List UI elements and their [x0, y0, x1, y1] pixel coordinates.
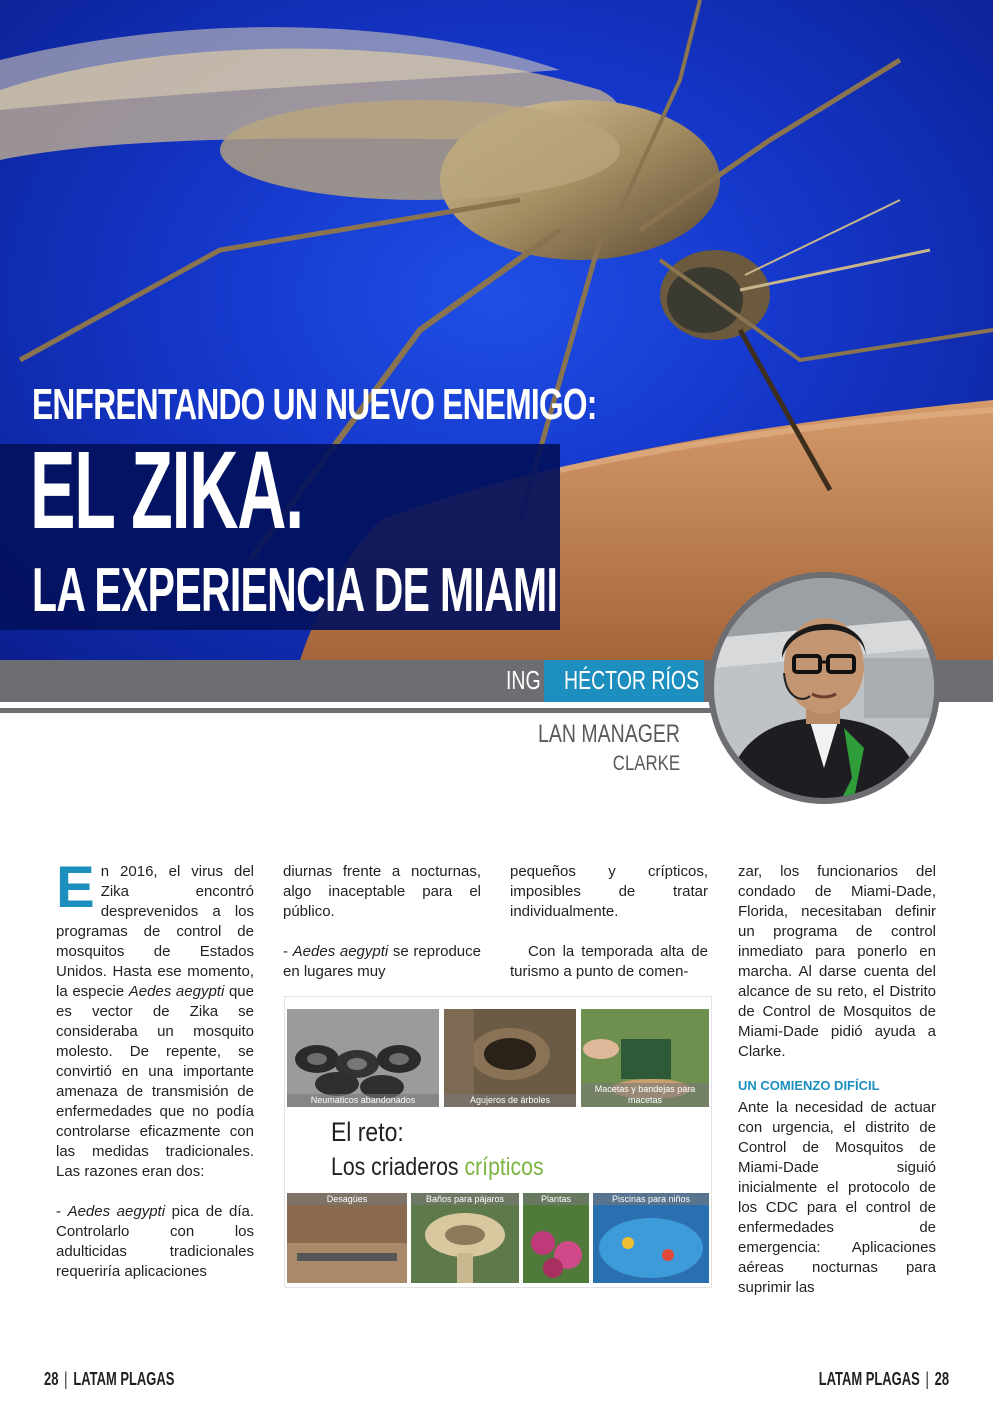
- text: -: [56, 1203, 68, 1220]
- caption: Baños para pájaros: [411, 1193, 519, 1205]
- paragraph: Ante la necesidad de actuar con urgencia, el distrito de Control de Mosquitos de Miami-Dade siguió inicialmente el protocolo de los CDC para el control de enfermedades de emergencia: Aplicaciones aéreas nocturnas para suprimir las: [738, 1099, 936, 1296]
- article-column-2: [283, 862, 481, 1002]
- caption: Piscinas para niños: [593, 1193, 709, 1205]
- portrait-image: [714, 578, 934, 798]
- paragraph: [56, 855, 254, 1182]
- paragraph: [283, 942, 481, 982]
- page-number: 28: [934, 1369, 949, 1389]
- section-heading: UN COMIENZO DIFÍCIL: [738, 1078, 880, 1093]
- page-subtitle: LA EXPERIENCIA DE MIAMI: [32, 556, 558, 625]
- paragraph: [56, 1202, 254, 1282]
- species-name: Aedes aegypti: [128, 983, 225, 1000]
- magazine-name: LATAM PLAGAS: [73, 1369, 175, 1389]
- birdbath-image: [411, 1193, 519, 1283]
- highlight-text: crípticos: [464, 1153, 544, 1181]
- plants-image: [523, 1193, 589, 1283]
- infographic: [284, 996, 712, 1288]
- paragraph: Con la temporada alta de turismo a punto de comen-: [510, 943, 708, 980]
- tree-hole-image: [444, 1009, 576, 1107]
- author-role: LAN MANAGER: [538, 720, 680, 748]
- paragraph: diurnas frente a nocturnas, algo inaceptable para el público.: [283, 863, 481, 920]
- kiddie-pools-image: [593, 1193, 709, 1283]
- photo-kiddie-pools: [593, 1193, 709, 1283]
- photo-drains: [287, 1193, 407, 1283]
- text: n 2016, el virus del Zika encontró desprevenidos a los programas de control de mosquitos de Estados Unidos. Hasta ese momento, la especie: [56, 863, 254, 1000]
- species-name: Aedes aegypti: [67, 1203, 166, 1220]
- author-portrait: [708, 572, 940, 804]
- footer-right: LATAM PLAGAS | 28: [818, 1369, 949, 1389]
- photo-tires: [287, 1009, 439, 1107]
- photo-birdbath: [411, 1193, 519, 1283]
- caption: Plantas: [523, 1193, 589, 1205]
- text: -: [283, 943, 293, 960]
- footer-left: 28 | LATAM PLAGAS: [44, 1369, 175, 1389]
- author-company: CLARKE: [612, 752, 680, 775]
- article-column-4: [738, 862, 936, 1318]
- drains-image: [287, 1193, 407, 1283]
- caption: Agujeros de árboles: [444, 1094, 576, 1107]
- tires-image: [287, 1009, 439, 1107]
- photo-pots: [581, 1009, 709, 1107]
- magazine-name: LATAM PLAGAS: [818, 1369, 920, 1389]
- drop-cap: E: [56, 855, 95, 920]
- author-name: HÉCTOR RÍOS: [564, 665, 700, 695]
- title-kicker: ENFRENTANDO UN NUEVO ENEMIGO:: [32, 380, 597, 429]
- article-column-3: [510, 862, 708, 1002]
- page-number: 28: [44, 1369, 59, 1389]
- photo-plants: [523, 1193, 589, 1283]
- paragraph: zar, los funcionarios del condado de Miami-Dade, Florida, necesitaban definir un programa de control inmediato para ponerlo en marcha. Al darse cuenta del alcance de su reto, el Distrito de Control de Mosquitos de Miami-Dade pidió ayuda a Clarke.: [738, 863, 936, 1060]
- photo-tree-hole: [444, 1009, 576, 1107]
- species-name: Aedes aegypti: [292, 943, 389, 960]
- author-prefix: ING: [506, 665, 541, 695]
- text: pica de día. Controlarlo con los adulticidas tradicionales requeriría aplicaciones: [56, 1203, 254, 1280]
- caption: Macetas y bandejas para macetas: [581, 1083, 709, 1107]
- infographic-title: El reto:: [331, 1117, 404, 1147]
- caption: Desagües: [287, 1193, 407, 1205]
- infographic-subtitle: [331, 1153, 544, 1182]
- text: se reproduce en lugares muy: [283, 943, 481, 980]
- caption: Neumaticos abandonados: [287, 1094, 439, 1107]
- text: que es vector de Zika se consideraba un mosquito molesto. De repente, se convirtió en una importante amenaza de transmisión de enfermedades que no podía controlarse eficazmente con las medidas tradicionales. Las razones eran dos:: [56, 983, 254, 1180]
- text: Los criaderos: [331, 1153, 465, 1181]
- author-divider: [0, 708, 720, 713]
- paragraph: pequeños y crípticos, imposibles de tratar individualmente.: [510, 863, 708, 920]
- page-title: EL ZIKA.: [30, 429, 304, 552]
- article-column-1: [56, 855, 254, 1302]
